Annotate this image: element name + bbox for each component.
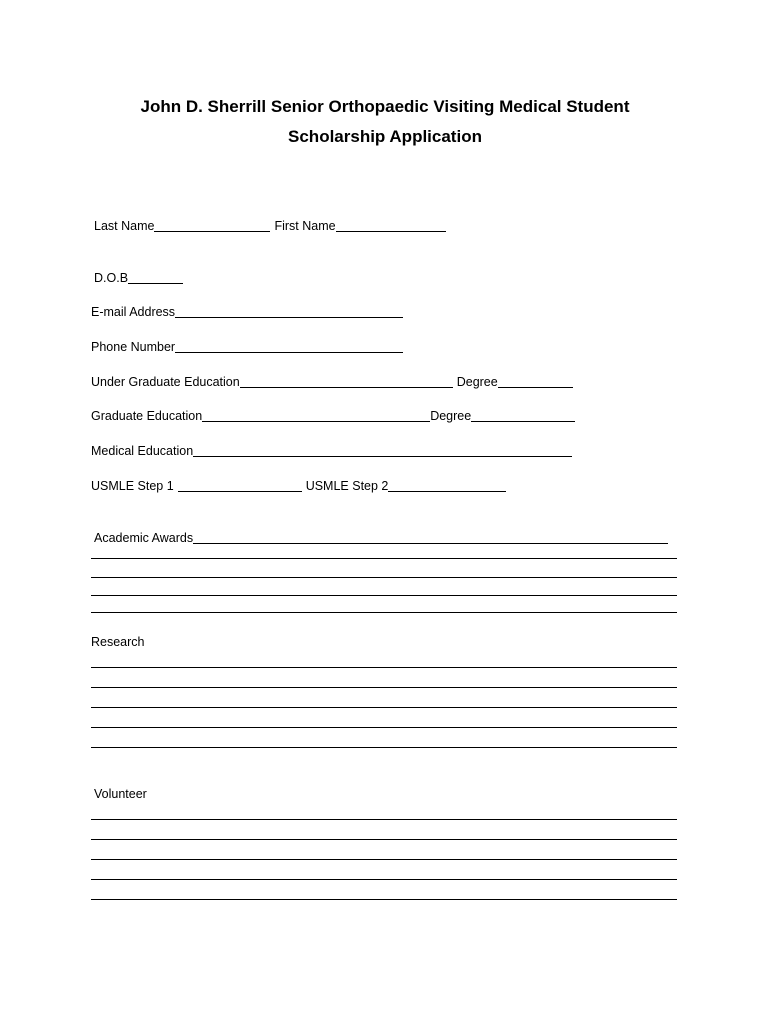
research-line[interactable] (91, 707, 677, 708)
dob-row (94, 268, 183, 286)
academic-awards-line[interactable] (91, 595, 677, 596)
name-row (94, 216, 446, 234)
grad-education-field[interactable] (202, 408, 430, 422)
usmle-step1-field[interactable] (178, 478, 302, 492)
dob-label: D.O.B (94, 271, 129, 285)
volunteer-line[interactable] (91, 819, 677, 820)
usmle-step1-label: USMLE Step 1 (91, 479, 174, 493)
undergrad-row (91, 372, 573, 390)
volunteer-line[interactable] (91, 839, 677, 840)
usmle-step2-field[interactable] (388, 478, 506, 492)
academic-awards-line[interactable] (91, 612, 677, 613)
email-row (91, 302, 403, 320)
medical-education-row (91, 441, 572, 459)
academic-awards-field[interactable] (193, 530, 668, 544)
research-label: Research (91, 635, 145, 649)
form-title-line-1: John D. Sherrill Senior Orthopaedic Visiting Medical Student (140, 97, 630, 116)
medical-education-label: Medical Education (91, 444, 194, 458)
medical-education-field[interactable] (193, 443, 572, 457)
phone-field[interactable] (175, 339, 403, 353)
volunteer-line[interactable] (91, 859, 677, 860)
phone-row (91, 337, 403, 355)
phone-label: Phone Number (91, 340, 176, 354)
research-line[interactable] (91, 747, 677, 748)
academic-awards-row (94, 528, 668, 546)
volunteer-label: Volunteer (94, 787, 147, 801)
academic-awards-label: Academic Awards (94, 531, 194, 545)
undergrad-education-field[interactable] (240, 374, 453, 388)
form-title (0, 92, 770, 152)
research-line[interactable] (91, 727, 677, 728)
academic-awards-line[interactable] (91, 558, 677, 559)
undergrad-degree-field[interactable] (498, 374, 573, 388)
first-name-label: First Name (274, 219, 336, 233)
academic-awards-line[interactable] (91, 577, 677, 578)
usmle-row (91, 476, 506, 494)
usmle-step2-label: USMLE Step 2 (305, 479, 389, 493)
email-label: E-mail Address (91, 305, 176, 319)
grad-degree-field[interactable] (471, 408, 575, 422)
last-name-field[interactable] (154, 218, 270, 232)
undergrad-degree-label: Degree (456, 375, 498, 389)
dob-field[interactable] (128, 270, 183, 284)
email-field[interactable] (175, 304, 403, 318)
first-name-field[interactable] (336, 218, 446, 232)
form-title-line-2: Scholarship Application (288, 127, 482, 146)
volunteer-line[interactable] (91, 879, 677, 880)
grad-row (91, 406, 575, 424)
grad-degree-label: Degree (430, 409, 472, 423)
research-line[interactable] (91, 667, 677, 668)
research-line[interactable] (91, 687, 677, 688)
undergrad-education-label: Under Graduate Education (91, 375, 240, 389)
last-name-label: Last Name (94, 219, 155, 233)
grad-education-label: Graduate Education (91, 409, 203, 423)
volunteer-line[interactable] (91, 899, 677, 900)
